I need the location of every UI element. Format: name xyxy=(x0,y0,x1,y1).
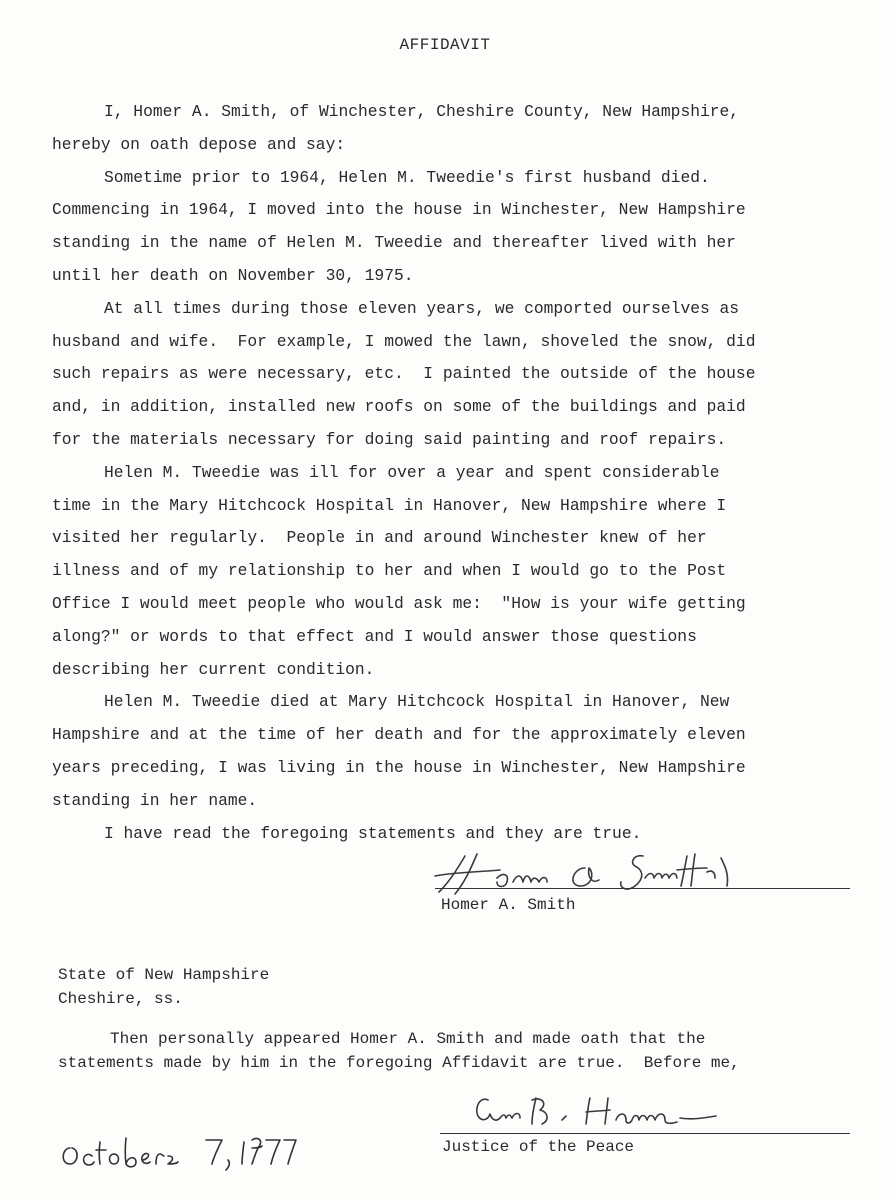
justice-signature-block xyxy=(440,1090,860,1170)
venue-block xyxy=(58,963,269,1011)
body-line: standing in her name. xyxy=(52,790,258,810)
jurat-block xyxy=(58,1027,858,1075)
affiant-signature-line xyxy=(435,888,850,889)
body-line: Commencing in 1964, I moved into the house in Winchester, New Hampshire xyxy=(52,200,746,220)
venue-county: Cheshire, ss. xyxy=(58,990,183,1008)
body-line: for the materials necessary for doing said painting and roof repairs. xyxy=(52,429,727,449)
handwritten-date xyxy=(58,1128,298,1178)
affiant-handwritten-signature xyxy=(425,848,785,898)
affiant-signature-block xyxy=(425,848,855,918)
body-line: years preceding, I was living in the house in Winchester, New Hampshire xyxy=(52,757,746,777)
body-line: until her death on November 30, 1975. xyxy=(52,265,414,285)
body-line: and, in addition, installed new roofs on some of the buildings and paid xyxy=(52,397,746,417)
body-line: Office I would meet people who would ask me: "How is your wife getting xyxy=(52,593,746,613)
justice-signature-line xyxy=(440,1133,850,1134)
body-line: I, Homer A. Smith, of Winchester, Cheshire County, New Hampshire, xyxy=(104,102,740,121)
body-line: Helen M. Tweedie was ill for over a year and spent considerable xyxy=(104,462,720,482)
justice-handwritten-signature xyxy=(440,1090,740,1136)
venue-state: State of New Hampshire xyxy=(58,966,270,984)
body-line: Hampshire and at the time of her death and for the approximately eleven xyxy=(52,725,746,745)
affiant-name: Homer A. Smith xyxy=(441,896,576,914)
body-line: I have read the foregoing statements and they are true. xyxy=(104,823,642,843)
body-line: time in the Mary Hitchcock Hospital in Hanover, New Hampshire where I xyxy=(52,495,727,515)
affidavit-body xyxy=(52,96,852,850)
body-line: At all times during those eleven years, we comported ourselves as xyxy=(104,298,740,318)
body-line: describing her current condition. xyxy=(52,659,375,679)
jurat-line: statements made by him in the foregoing Affidavit are true. Before me, xyxy=(58,1054,740,1072)
body-line: illness and of my relationship to her and when I would go to the Post xyxy=(52,561,727,581)
body-line: standing in the name of Helen M. Tweedie and thereafter lived with her xyxy=(52,233,736,253)
body-line: along?" or words to that effect and I would answer those questions xyxy=(52,626,697,646)
body-line: such repairs as were necessary, etc. I painted the outside of the house xyxy=(52,364,756,384)
body-line: husband and wife. For example, I mowed the lawn, shoveled the snow, did xyxy=(52,331,756,351)
body-line: Helen M. Tweedie died at Mary Hitchcock Hospital in Hanover, New xyxy=(104,692,730,712)
justice-title: Justice of the Peace xyxy=(442,1138,635,1156)
body-line: hereby on oath depose and say: xyxy=(52,134,346,154)
body-line: visited her regularly. People in and around Winchester knew of her xyxy=(52,528,707,548)
body-line: Sometime prior to 1964, Helen M. Tweedie's first husband died. xyxy=(104,167,710,187)
jurat-line: Then personally appeared Homer A. Smith and made oath that the xyxy=(110,1030,706,1048)
document-title: AFFIDAVIT xyxy=(399,36,491,54)
